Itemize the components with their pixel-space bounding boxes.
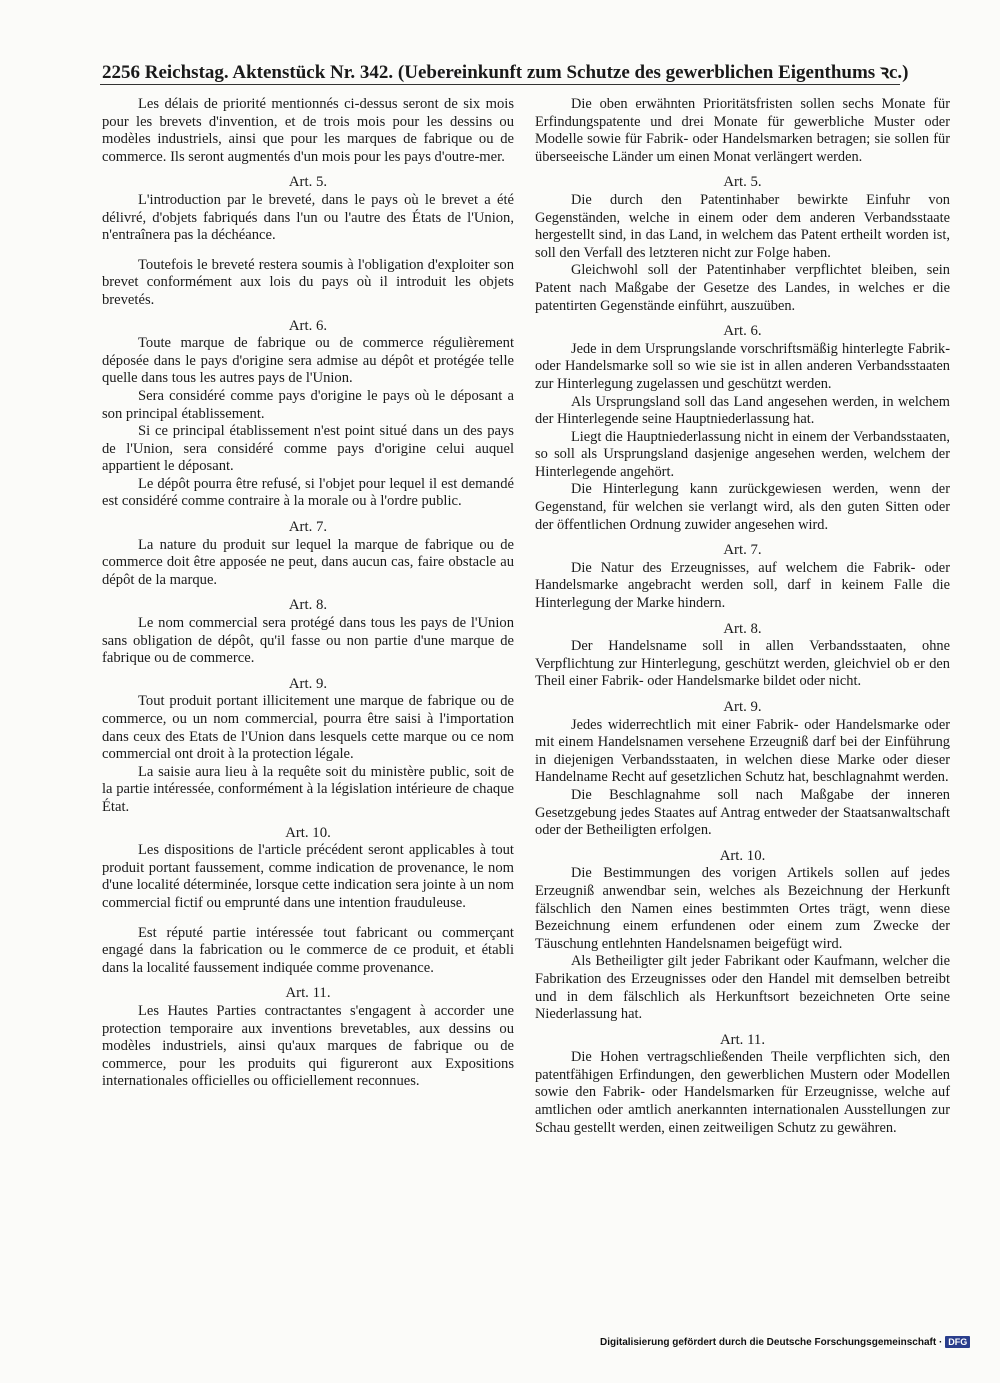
german-article-block [535,323,950,534]
article-paragraph: Toute marque de fabrique ou de commerce régulièrement déposée dans le pays d'origine sera admise au dépôt et protégée telle quelle dans tous les autres pays de l'Union. [102,335,514,387]
german-article-block [535,699,950,840]
article-paragraph: Tout produit portant illicitement une marque de fabrique ou de commerce, ou un nom commercial, pourra être saisi à l'importation dans ceux des Etats de l'Union dans lesquels cette marque ou ce nom commercial ont droit à la protection légale. [102,693,514,763]
article-heading: Art. 8. [723,620,762,637]
article-heading: Art. 9. [288,675,328,692]
article-heading: Art. 10. [719,847,766,864]
article-paragraph: Jedes widerrechtlich mit einer Fabrik- oder Handelsmarke oder mit einem Handelsnamen versehene Erzeugniß darf bei der Einführung in diejenigen Verbandsstaaten, in welchen diese Marke oder dieser Handelname Recht auf gesetzlichen Schutz hat, beschlagnahmt werden. [535,716,950,786]
dfg-logo: DFG [945,1336,970,1348]
article-heading: Art. 6. [723,323,762,340]
german-article-block [535,848,950,1024]
german-article-block [535,96,950,166]
article-paragraph: Die durch den Patentinhaber bewirkte Einfuhr von Gegenständen, welche in einem oder dem anderen Verbandsstaate hergestellt sind, in das Land, in welchem das Patent ertheilt worden ist, soll den Verfall des letzteren nicht zur Folge haben. [535,191,950,261]
article-paragraph: Die Hinterlegung kann zurückgewiesen werden, wenn der Gegenstand, für welchen sie verlangt wird, als den guten Sitten oder der öffentlichen Ordnung zuwider angesehen wird. [535,481,950,533]
article-paragraph: Die Natur des Erzeugnisses, auf welchem die Fabrik- oder Handelsmarke angebracht werden soll, darf in keinem Falle die Hinterlegung der Marke hindern. [535,559,950,612]
article-heading: Art. 11. [285,985,331,1002]
french-article-block [102,174,514,309]
article-paragraph: Jede in dem Ursprungslande vorschriftsmäßig hinterlegte Fabrik- oder Handelsmarke soll so wie sie ist in allen anderen Verbandsstaaten zur Hinterlegung zugelassen und geschützt werden. [535,340,950,392]
french-article-block [102,676,514,817]
article-paragraph: La nature du produit sur lequel la marque de fabrique ou de commerce doit être apposée ne peut, dans aucun cas, faire obstacle au dépôt de la marque. [102,536,514,588]
article-paragraph: Si ce principal établissement n'est point situé dans un des pays de l'Union, sera considéré comme pays d'origine celui auquel appartient le déposant. [102,423,514,475]
article-paragraph: Le nom commercial sera protégé dans tous les pays de l'Union sans obligation de dépôt, qu'il fasse ou non partie d'une marque de fabrique ou de commerce. [102,615,514,667]
french-article-block [102,597,514,667]
article-paragraph: Est réputé partie intéressée tout fabricant ou commerçant engagé dans la fabrication ou le commerce de ce produit, et établi dans la localité faussement indiquée comme provenance. [102,924,514,976]
article-paragraph: Der Handelsname soll in allen Verbandsstaaten, ohne Verpflichtung zur Hinterlegung, geschützt werden, gleichviel ob er den Theil einer Fabrik- oder Handelsmarke bildet oder nicht. [535,638,950,690]
article-heading: Art. 7. [288,519,328,536]
article-paragraph: Sera considéré comme pays d'origine le pays où le déposant a son principal établissement. [102,387,514,422]
article-paragraph: La saisie aura lieu à la requête soit du ministère public, soit de la partie intéressée, conformément à la législation intérieure de chaque État. [102,763,514,815]
french-article-block [102,825,514,978]
article-paragraph: Die oben erwähnten Prioritätsfristen sollen sechs Monate für Erfindungspatente und drei Monate für gewerbliche Muster oder Modelle sowie für Fabrik- oder Handelsmarken betragen; sie sollen für überseeische Länder um einen Monat verlängert werden. [535,96,950,165]
article-paragraph: Die Hohen vertragschließenden Theile verpflichten sich, den patentfähigen Erfindungen, den gewerblichen Mustern oder Modellen sowie den Fabrik- oder Handelsmarken für Erzeugnisse, welche auf amtlichen oder amtlich anerkannten internationalen Ausstellungen zur Schau gestellt werden, einen zeitweiligen Schutz zu gewähren. [535,1049,950,1136]
header-rule [100,84,900,85]
article-paragraph: Liegt die Hauptniederlassung nicht in einem der Verbandsstaaten, so soll als Ursprungsland dasjenige angesehen werden, welchem der Hinterlegende angehört. [535,428,950,480]
article-heading: Art. 6. [288,317,328,334]
french-article-block [102,985,514,1091]
article-paragraph: Die Beschlagnahme soll nach Maßgabe der inneren Gesetzgebung jedes Staates auf Antrag entweder der Staatsanwaltschaft oder der Betheiligten erfolgen. [535,786,950,839]
article-paragraph: Als Ursprungsland soll das Land angesehen werden, in welchem der Hinterlegende seine Hauptniederlassung hat. [535,393,950,428]
article-paragraph: Les délais de priorité mentionnés ci-dessus seront de six mois pour les brevets d'invention, et de trois mois pour les dessins ou modèles industriels, ainsi que pour les marques de fabrique ou de commerce. Ils seront augmentés d'un mois pour les pays d'outre-mer. [102,96,514,165]
article-heading: Art. 5. [723,174,762,191]
french-article-block [102,318,514,512]
article-paragraph: Les Hautes Parties contractantes s'engagent à accorder une protection temporaire aux inventions brevetables, aux dessins ou modèles industriels, ainsi qu'aux marques de fabrique ou de commerce, pour les produits qui figureront aux Expositions internationales officielles ou officiellement reconnues. [102,1002,514,1090]
footer-credit [600,1336,968,1348]
article-paragraph: Toutefois le breveté restera soumis à l'obligation d'exploiter son brevet conformément aux lois du pays où il introduit les objets brevetés. [102,256,514,308]
article-heading: Art. 9. [723,699,762,715]
french-article-block [102,519,514,589]
footer-text: Digitalisierung gefördert durch die Deutsche Forschungsgemeinschaft · [600,1337,943,1348]
article-heading: Art. 10. [285,824,331,841]
article-paragraph: Le dépôt pourra être refusé, si l'objet pour lequel il est demandé est considéré comme contraire à la morale ou à l'ordre public. [102,475,514,510]
french-article-block [102,96,514,166]
german-article-block [535,621,950,691]
article-heading: Art. 11. [719,1031,766,1048]
article-heading: Art. 8. [288,597,328,614]
german-article-block [535,542,950,612]
german-article-block [535,174,950,315]
german-column [535,96,950,1145]
page-header: 2256 Reichstag. Aktenstück Nr. 342. (Uebereinkunft zum Schutze des gewerblichen Eigenthums ꝛc.) [102,62,909,83]
german-article-block [535,1032,950,1138]
article-paragraph: L'introduction par le breveté, dans le pays où le brevet a été délivré, d'objets fabriqués dans l'un ou l'autre des États de l'Union, n'entraînera pas la déchéance. [102,191,514,244]
article-heading: Art. 7. [723,542,762,559]
article-paragraph: Als Betheiligter gilt jeder Fabrikant oder Kaufmann, welcher die Fabrikation des Erzeugnisses oder den Handel mit demselben betreibt und in dem fälschlich als Herkunftsort bezeichneten Orte seine Niederlassung hat. [535,953,950,1023]
article-paragraph: Gleichwohl soll der Patentinhaber verpflichtet bleiben, sein Patent nach Maßgabe der Gesetze des Landes, in welches er die patentirten Gegenstände einführt, auszuüben. [535,262,950,314]
article-heading: Art. 5. [288,174,328,191]
article-paragraph: Les dispositions de l'article précédent seront applicables à tout produit portant faussement, comme indication de provenance, le nom d'une localité déterminée, lorsque cette indication sera jointe à un nom commercial fictif ou emprunté dans une intention frauduleuse. [102,842,514,911]
french-column [102,96,514,1099]
article-paragraph: Die Bestimmungen des vorigen Artikels sollen auf jedes Erzeugniß anwendbar sein, welches als Bezeichnung der Herkunft fälschlich den Namen eines bestimmten Ortes trägt, wenn diese Bezeichnung einem erfundenen oder einem zum Zwecke der Täuschung entlehnten Handelsnamen beigefügt wird. [535,865,950,952]
